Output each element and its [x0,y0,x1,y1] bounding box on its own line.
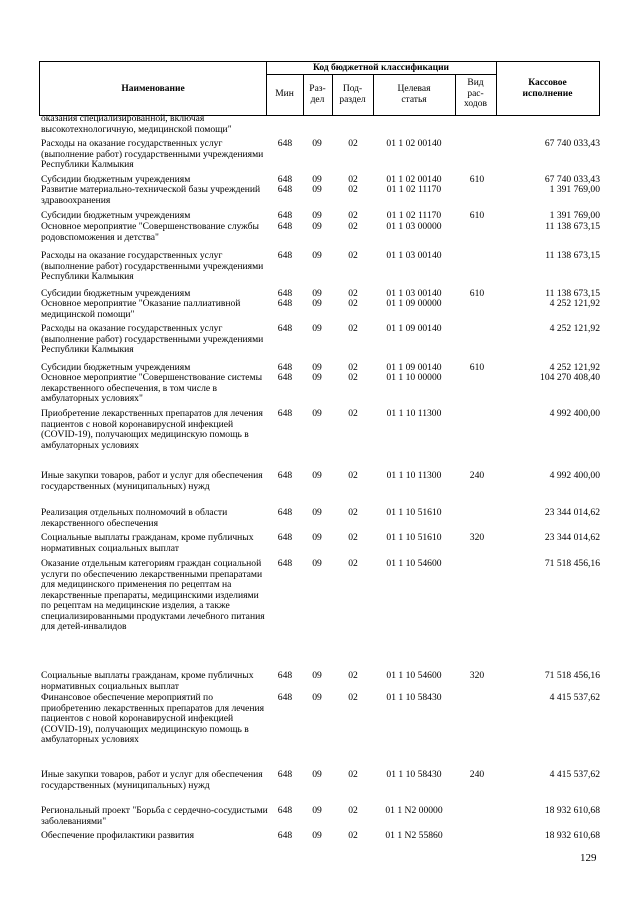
cell-cel: 01 1 10 51610 [386,507,442,518]
cell-kas: 4 992 400,00 [549,470,600,481]
cell-cel: 01 1 02 11170 [386,210,442,221]
cell-kas: 18 932 610,68 [544,830,600,841]
cell-min: 648 [277,362,293,373]
cell-pod: 02 [348,507,358,518]
cell-kas: 4 252 121,92 [549,323,600,334]
cell-raz: 09 [312,298,322,309]
cell-pod: 02 [348,221,358,232]
header-razdel: Раз- дел [309,84,326,105]
cell-raz: 09 [312,830,322,841]
cell-kas: 1 391 769,00 [549,210,600,221]
cell-cel: 01 1 02 00140 [386,138,442,149]
cell-min: 648 [277,470,293,481]
cell-name: Обеспечение профилактики развития [41,830,195,841]
cell-min: 648 [277,408,293,419]
cell-vid: 320 [469,532,485,543]
cell-cel: 01 1 10 11300 [386,470,442,481]
cell-pod: 02 [348,174,358,185]
cell-kas: 4 992 400,00 [549,408,600,419]
cell-name: Субсидии бюджетным учреждениям [41,210,191,221]
cell-min: 648 [277,769,293,780]
cell-raz: 09 [312,805,322,816]
cell-pod: 02 [348,138,358,149]
page-number: 129 [580,852,597,864]
cell-cel: 01 1 03 00140 [386,250,442,261]
cell-pod: 02 [348,805,358,816]
cell-kas: 67 740 033,43 [544,138,600,149]
header-celevaya: Целевая статья [397,84,431,105]
cell-pod: 02 [348,184,358,195]
cell-vid: 610 [469,174,485,185]
cell-cel: 01 1 09 00140 [386,362,442,373]
cell-min: 648 [277,670,293,681]
cell-cel: 01 1 10 00000 [386,372,442,383]
cell-min: 648 [277,507,293,518]
cell-vid: 320 [469,670,485,681]
cell-min: 648 [277,532,293,543]
cell-vid: 240 [469,769,485,780]
cell-cel: 01 1 09 00000 [386,298,442,309]
cell-name: Развитие материально-технической базы учреждений здравоохранения [41,184,261,206]
cell-raz: 09 [312,221,322,232]
cell-kas: 4 415 537,62 [549,769,600,780]
cell-min: 648 [277,221,293,232]
header-kassovoe: Кассовое исполнение [522,78,573,99]
cell-pod: 02 [348,670,358,681]
header-min: Мин [275,89,294,99]
cell-name: Социальные выплаты гражданам, кроме публичных нормативных социальных выплат [41,532,254,554]
cell-kas: 71 518 456,16 [544,670,600,681]
cell-raz: 09 [312,174,322,185]
cell-pod: 02 [348,408,358,419]
cell-name: Иные закупки товаров, работ и услуг для обеспечения государственных (муниципальных) нужд [41,470,263,492]
cell-cel: 01 1 10 51610 [386,532,442,543]
cell-raz: 09 [312,250,322,261]
cell-raz: 09 [312,558,322,569]
cell-raz: 09 [312,362,322,373]
cell-cel: 01 1 10 11300 [386,408,442,419]
cell-name: Субсидии бюджетным учреждениям [41,174,191,185]
cell-name: Расходы на оказание государственных услуг (выполнение работ) государственными учреждениями Республики Калмыкия [41,323,264,355]
cell-name: Субсидии бюджетным учреждениям [41,362,191,373]
cell-min: 648 [277,692,293,703]
cell-pod: 02 [348,692,358,703]
cell-vid: 610 [469,210,485,221]
cell-name: Реализация отдельных полномочий в области лекарственного обеспечения [41,507,228,529]
cell-raz: 09 [312,532,322,543]
cell-name: Основное мероприятие "Совершенствование системы лекарственного обеспечения, в том числе в амбулаторных условиях" [41,372,263,404]
cell-cel: 01 1 N2 55860 [385,830,443,841]
cell-cel: 01 1 03 00140 [386,288,442,299]
cell-kas: 11 138 673,15 [545,221,600,232]
cell-pod: 02 [348,288,358,299]
cell-kas: 4 252 121,92 [549,362,600,373]
cell-kas: 11 138 673,15 [545,250,600,261]
cell-pod: 02 [348,298,358,309]
cell-kas: 23 344 014,62 [544,507,600,518]
header-code-group: Код бюджетной классификации [312,63,450,73]
cell-pod: 02 [348,769,358,780]
cell-pod: 02 [348,323,358,334]
cell-cel: 01 1 10 54600 [386,670,442,681]
cell-cel: 01 1 N2 00000 [385,805,443,816]
cell-name: Основное мероприятие "Совершенствование службы родовспоможения и детства" [41,221,259,243]
cell-kas: 67 740 033,43 [544,174,600,185]
cell-kas: 1 391 769,00 [549,184,600,195]
cell-kas: 11 138 673,15 [545,288,600,299]
cell-raz: 09 [312,507,322,518]
cell-name: Региональный проект "Борьба с сердечно-сосудистыми заболеваниями" [41,805,268,827]
cell-cel: 01 1 03 00000 [386,221,442,232]
cell-pod: 02 [348,372,358,383]
cell-name: Расходы на оказание государственных услуг (выполнение работ) государственными учреждениями Республики Калмыкия [41,250,264,282]
cell-vid: 610 [469,288,485,299]
cell-kas: 18 932 610,68 [544,805,600,816]
cell-pod: 02 [348,362,358,373]
cell-min: 648 [277,558,293,569]
cell-min: 648 [277,174,293,185]
cell-min: 648 [277,805,293,816]
cell-min: 648 [277,372,293,383]
cell-raz: 09 [312,288,322,299]
cell-kas: 104 270 408,40 [540,372,600,383]
cell-min: 648 [277,298,293,309]
cell-name: Социальные выплаты гражданам, кроме публичных нормативных социальных выплат [41,670,254,692]
cell-name: Оказание отдельным категориям граждан социальной услуги по обеспечению лекарственными препаратами для медицинского применения по рецептам на лекарственные препараты, медицинскими изделиями по рецептам на медицинские изделия, а также специализированными продуктами лечебного питания для детей-инвалидов [41,558,265,632]
cell-raz: 09 [312,769,322,780]
cell-kas: 4 252 121,92 [549,298,600,309]
cell-min: 648 [277,250,293,261]
cell-cel: 01 1 10 54600 [386,558,442,569]
cell-raz: 09 [312,138,322,149]
cell-min: 648 [277,210,293,221]
cell-cel: 01 1 10 58430 [386,692,442,703]
cell-name: Расходы на оказание государственных услуг (выполнение работ) государственными учреждениями Республики Калмыкия [41,138,264,170]
cell-raz: 09 [312,372,322,383]
cell-pod: 02 [348,470,358,481]
cell-name: Субсидии бюджетным учреждениям [41,288,191,299]
cell-raz: 09 [312,692,322,703]
header-vid: Вид рас- ходов [464,78,487,109]
cell-min: 648 [277,138,293,149]
cell-raz: 09 [312,323,322,334]
cell-min: 648 [277,288,293,299]
header-podrazdel: Под- раздел [339,84,366,105]
cell-min: 648 [277,830,293,841]
cell-raz: 09 [312,670,322,681]
cell-min: 648 [277,323,293,334]
cell-name: Основное мероприятие "Оказание паллиативной медицинской помощи" [41,298,241,320]
cell-vid: 610 [469,362,485,373]
cell-name: Иные закупки товаров, работ и услуг для обеспечения государственных (муниципальных) нужд [41,769,263,791]
cell-raz: 09 [312,408,322,419]
cell-cel: 01 1 10 58430 [386,769,442,780]
cell-name: оказания специализированной, включая высокотехнологичную, медицинской помощи" [41,113,232,135]
header-name: Наименование [121,84,185,94]
cell-raz: 09 [312,210,322,221]
cell-min: 648 [277,184,293,195]
cell-cel: 01 1 02 00140 [386,174,442,185]
cell-pod: 02 [348,558,358,569]
cell-kas: 71 518 456,16 [544,558,600,569]
cell-cel: 01 1 02 11170 [386,184,442,195]
cell-raz: 09 [312,184,322,195]
cell-name: Приобретение лекарственных препаратов для лечения пациентов с новой коронавирусной инфекцией (COVID-19), получающих медицинскую помощь в амбулаторных условиях [41,408,263,451]
cell-cel: 01 1 09 00140 [386,323,442,334]
cell-pod: 02 [348,250,358,261]
cell-pod: 02 [348,210,358,221]
cell-kas: 23 344 014,62 [544,532,600,543]
cell-raz: 09 [312,470,322,481]
cell-name: Финансовое обеспечение мероприятий по приобретению лекарственных препаратов для лечения пациентов с новой коронавирусной инфекцией (COVID-19), получающих медицинскую помощь в амбулаторных условиях [41,692,265,745]
cell-kas: 4 415 537,62 [549,692,600,703]
cell-vid: 240 [469,470,485,481]
cell-pod: 02 [348,532,358,543]
cell-pod: 02 [348,830,358,841]
